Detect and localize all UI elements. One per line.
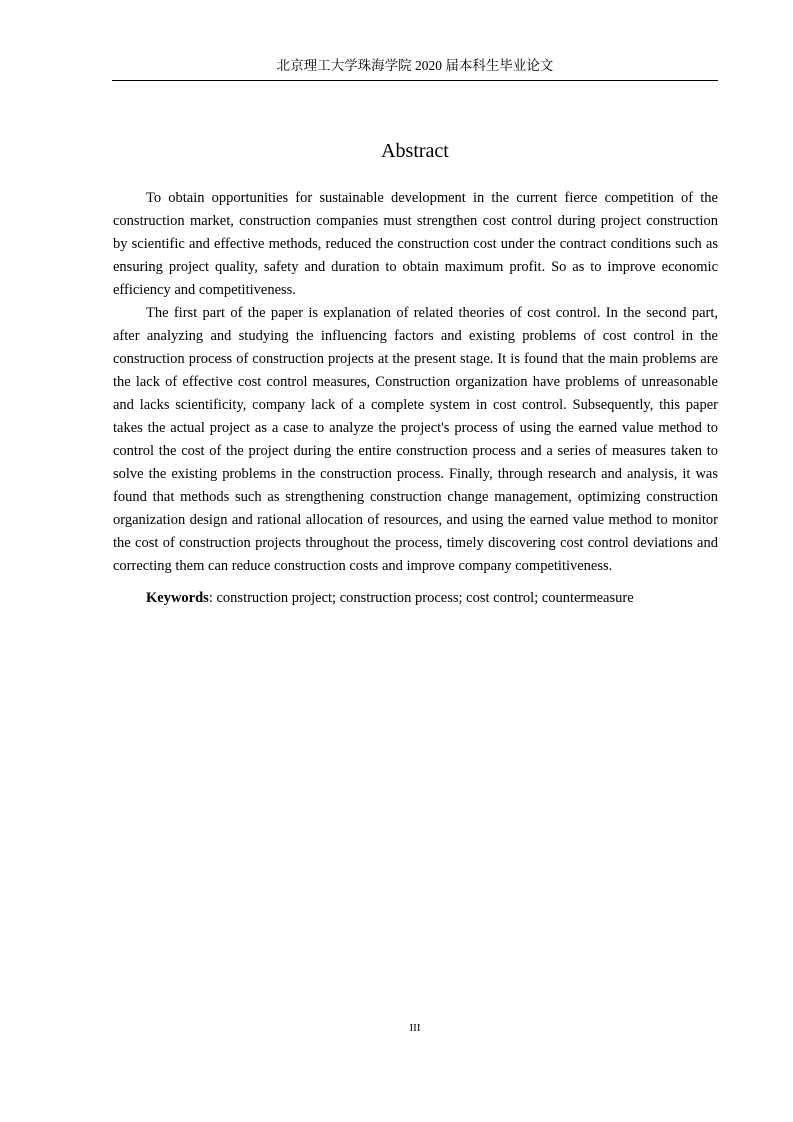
abstract-paragraph-2: The first part of the paper is explanation of related theories of cost control. In the second part, after analyzing and studying the influencing factors and existing problems of cost control in the construction process of construction projects at the present stage. It is found that the main problems are the lack of effective cost control measures, Construction organization have problems of unreasonable and lacks scientificity, company lack of a complete system in cost control. Subsequently, this paper takes the actual project as a case to analyze the project's process of using the earned value method to control the cost of the project during the entire construction process and a series of measures taken to solve the existing problems in the construction process. Finally, through research and analysis, it was found that methods such as strengthening construction change management, optimizing construction organization design and rational allocation of resources, and using the earned value method to monitor the cost of construction projects throughout the process, timely discovering cost control deviations and correcting them can reduce construction costs and improve company competitiveness. [113, 305, 718, 574]
abstract-paragraph-1: To obtain opportunities for sustainable development in the current fierce competition of the construction market, construction companies must strengthen cost control during project construction by scientific and effective methods, reduced the construction cost under the contract conditions such as ensuring project quality, safety and duration to obtain maximum profit. So as to improve economic efficiency and competitiveness. [113, 190, 718, 298]
keywords-line [113, 587, 718, 610]
running-header: 北京理工大学珠海学院 2020 届本科生毕业论文 [276, 58, 554, 73]
abstract-title: Abstract [381, 140, 449, 162]
keywords-label: Keywords [146, 590, 209, 606]
keywords-text: : construction project; construction process; cost control; countermeasure [208, 590, 634, 606]
abstract-body [113, 187, 718, 610]
page-number: III [409, 1022, 421, 1034]
header-rule [112, 80, 718, 81]
